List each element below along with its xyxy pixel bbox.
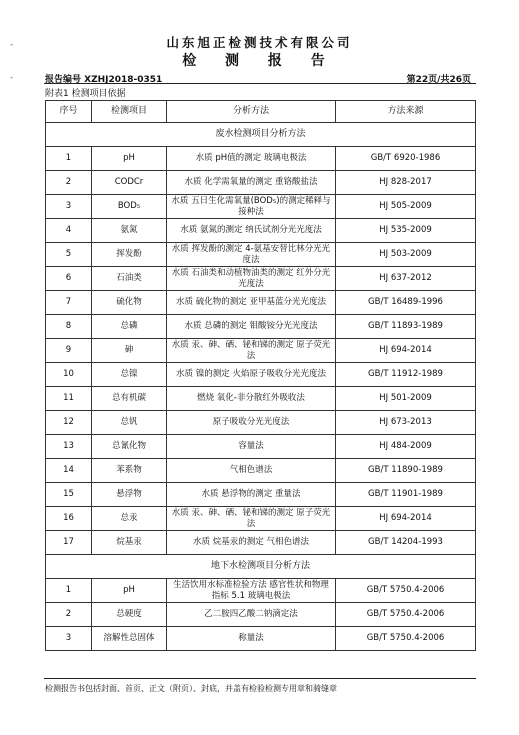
footer-note: 检测报告书包括封面、首页、正文（附页）、封底，并盖有检验检测专用章和骑缝章 [45, 684, 337, 693]
cell-source: HJ 535-2009 [336, 219, 476, 243]
cell-method: 水质 总磷的测定 钼酸铵分光光度法 [167, 315, 336, 339]
table-row [46, 315, 476, 339]
cell-no: 5 [46, 243, 92, 267]
header-rule [44, 83, 476, 84]
cell-method: 水质 汞、砷、硒、铋和锑的测定 原子荧光法 [167, 507, 336, 531]
cell-source: HJ 673-2013 [336, 411, 476, 435]
table-row [46, 411, 476, 435]
cell-no: 9 [46, 339, 92, 363]
cell-item: 苯系物 [92, 459, 167, 483]
table-row [46, 363, 476, 387]
cell-no: 1 [46, 147, 92, 171]
col-header-item: 检测项目 [92, 101, 167, 123]
cell-item: 总硬度 [92, 603, 167, 627]
report-title: 检 测 报 告 [182, 53, 337, 69]
cell-source: HJ 828-2017 [336, 171, 476, 195]
cell-source: GB/T 6920-1986 [336, 147, 476, 171]
section-title: 废水检测项目分析方法 [46, 123, 476, 147]
cell-source: HJ 505-2009 [336, 195, 476, 219]
cell-item: 砷 [92, 339, 167, 363]
cell-source: GB/T 14204-1993 [336, 531, 476, 555]
cell-method: 容量法 [167, 435, 336, 459]
cell-no: 12 [46, 411, 92, 435]
cell-source: GB/T 5750.4-2006 [336, 579, 476, 603]
cell-method: 乙二胺四乙酸二钠滴定法 [167, 603, 336, 627]
method-table [45, 100, 476, 651]
cell-source: GB/T 11912-1989 [336, 363, 476, 387]
cell-no: 3 [46, 195, 92, 219]
cell-item: 总有机碳 [92, 387, 167, 411]
col-header-no: 序号 [46, 101, 92, 123]
table-row [46, 483, 476, 507]
table-header-row [46, 101, 476, 123]
cell-item: 总汞 [92, 507, 167, 531]
cell-method: 气相色谱法 [167, 459, 336, 483]
cell-no: 11 [46, 387, 92, 411]
col-header-method: 分析方法 [167, 101, 336, 123]
margin-mark: - [10, 73, 14, 83]
table-row [46, 387, 476, 411]
section-header-row [46, 555, 476, 579]
table-row [46, 195, 476, 219]
cell-item: 总镍 [92, 363, 167, 387]
cell-no: 17 [46, 531, 92, 555]
cell-no: 8 [46, 315, 92, 339]
report-number: 报告编号 XZHJ2018-0351 [45, 75, 163, 85]
table-row [46, 171, 476, 195]
annex-title: 附表1 检测项目依据 [45, 89, 126, 99]
table-row [46, 627, 476, 651]
cell-method: 水质 氨氮的测定 纳氏试剂分光光度法 [167, 219, 336, 243]
table-row [46, 531, 476, 555]
cell-method: 水质 烷基汞的测定 气相色谱法 [167, 531, 336, 555]
cell-source: HJ 503-2009 [336, 243, 476, 267]
table-row [46, 267, 476, 291]
table-row [46, 147, 476, 171]
cell-item: 总氰化物 [92, 435, 167, 459]
cell-method: 水质 挥发酚的测定 4-氨基安替比林分光光度法 [167, 243, 336, 267]
cell-method: 水质 五日生化需氧量(BOD₅)的测定稀释与接种法 [167, 195, 336, 219]
cell-source: GB/T 11893-1989 [336, 315, 476, 339]
cell-method: 水质 镍的测定 火焰原子吸收分光光度法 [167, 363, 336, 387]
cell-method: 燃烧 氧化-非分散红外吸收法 [167, 387, 336, 411]
cell-item: 总磷 [92, 315, 167, 339]
cell-no: 7 [46, 291, 92, 315]
cell-source: HJ 484-2009 [336, 435, 476, 459]
cell-method: 水质 硫化物的测定 亚甲基蓝分光光度法 [167, 291, 336, 315]
cell-item: 挥发酚 [92, 243, 167, 267]
cell-no: 3 [46, 627, 92, 651]
cell-source: GB/T 11890-1989 [336, 459, 476, 483]
table-row [46, 603, 476, 627]
cell-item: 总钒 [92, 411, 167, 435]
table-row [46, 435, 476, 459]
cell-no: 10 [46, 363, 92, 387]
company-name: 山东旭正检测技术有限公司 [166, 35, 353, 50]
cell-method: 原子吸收分光光度法 [167, 411, 336, 435]
cell-source: GB/T 5750.4-2006 [336, 603, 476, 627]
table-row [46, 243, 476, 267]
cell-source: HJ 694-2014 [336, 507, 476, 531]
cell-item: CODCr [92, 171, 167, 195]
section-header-row [46, 123, 476, 147]
cell-method: 水质 石油类和动植物油类的测定 红外分光光度法 [167, 267, 336, 291]
table-row [46, 219, 476, 243]
cell-no: 2 [46, 603, 92, 627]
cell-item: BOD₅ [92, 195, 167, 219]
cell-source: HJ 637-2012 [336, 267, 476, 291]
cell-no: 16 [46, 507, 92, 531]
table-row [46, 579, 476, 603]
cell-item: 硫化物 [92, 291, 167, 315]
margin-mark: - [10, 40, 14, 50]
cell-item: 溶解性总固体 [92, 627, 167, 651]
cell-source: GB/T 5750.4-2006 [336, 627, 476, 651]
cell-item: 悬浮物 [92, 483, 167, 507]
cell-item: pH [92, 147, 167, 171]
cell-method: 水质 化学需氧量的测定 重铬酸盐法 [167, 171, 336, 195]
cell-source: GB/T 11901-1989 [336, 483, 476, 507]
table-row [46, 459, 476, 483]
cell-source: GB/T 16489-1996 [336, 291, 476, 315]
footer-rule [44, 678, 476, 679]
table-body [46, 123, 476, 651]
cell-item: 氨氮 [92, 219, 167, 243]
cell-no: 1 [46, 579, 92, 603]
cell-method: 水质 悬浮物的测定 重量法 [167, 483, 336, 507]
cell-method: 水质 pH值的测定 玻璃电极法 [167, 147, 336, 171]
section-title: 地下水检测项目分析方法 [46, 555, 476, 579]
cell-source: HJ 501-2009 [336, 387, 476, 411]
cell-no: 6 [46, 267, 92, 291]
cell-no: 14 [46, 459, 92, 483]
cell-source: HJ 694-2014 [336, 339, 476, 363]
table-row [46, 291, 476, 315]
table-row [46, 507, 476, 531]
cell-item: 石油类 [92, 267, 167, 291]
cell-no: 13 [46, 435, 92, 459]
page-number: 第22页/共26页 [406, 75, 471, 85]
cell-no: 15 [46, 483, 92, 507]
cell-no: 4 [46, 219, 92, 243]
cell-method: 生活饮用水标准检验方法 感官性状和物理指标 5.1 玻璃电极法 [167, 579, 336, 603]
cell-item: pH [92, 579, 167, 603]
table-row [46, 339, 476, 363]
cell-method: 水质 汞、砷、硒、铋和锑的测定 原子荧光法 [167, 339, 336, 363]
cell-no: 2 [46, 171, 92, 195]
cell-item: 烷基汞 [92, 531, 167, 555]
cell-method: 称量法 [167, 627, 336, 651]
col-header-source: 方法来源 [336, 101, 476, 123]
